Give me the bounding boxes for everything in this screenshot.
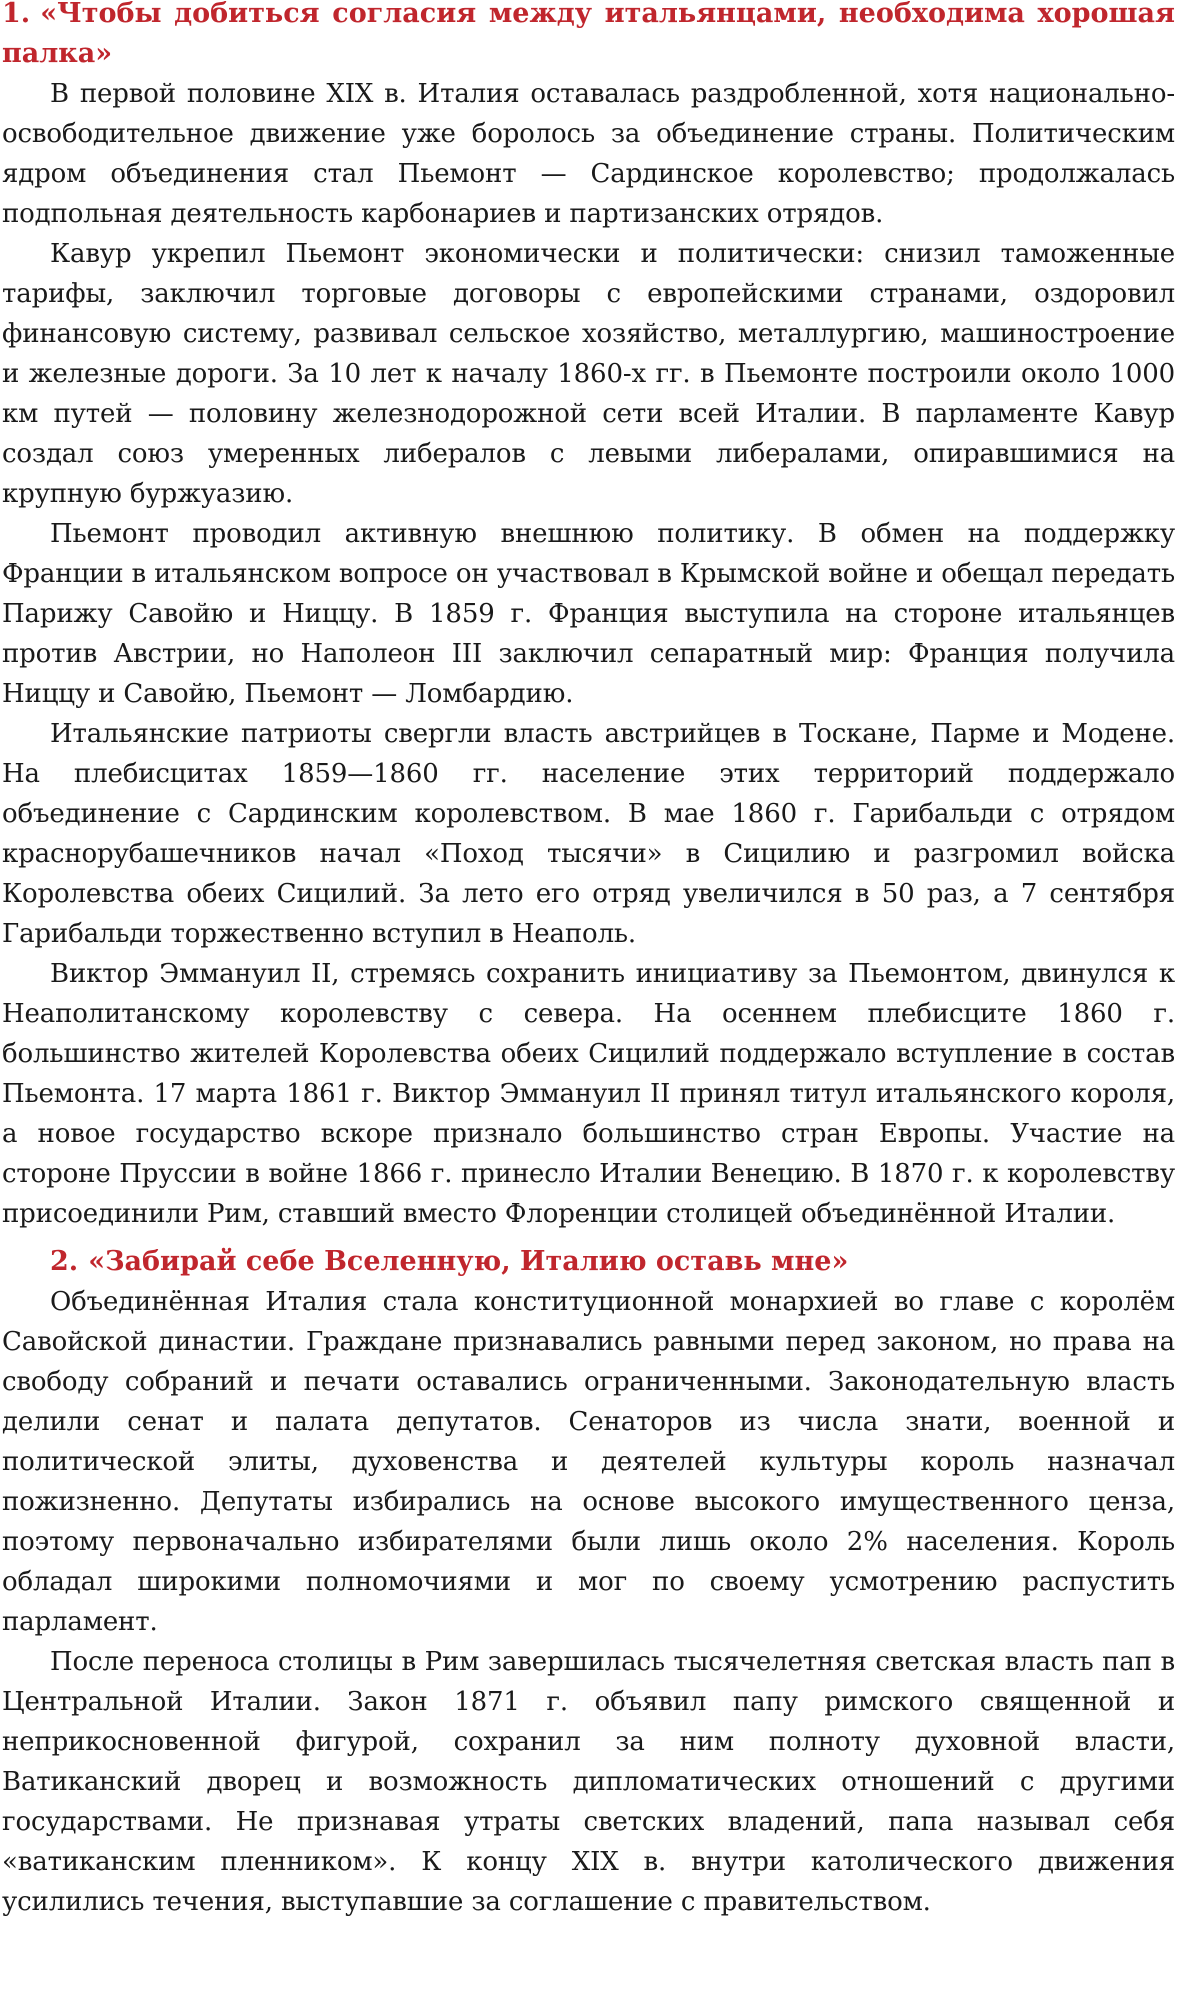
paragraph: Итальянские патриоты свергли власть австрийцев в Тоскане, Парме и Модене. На плебисцитах 1859—1860 гг. население этих территорий поддержало объединение с Сардинским королевством. В мае 1860 г. Гарибальди с отрядом краснорубашечников начал «Поход тысячи» в Сицилию и разгромил войска Королевства обеих Сицилий. За лето его отряд увеличился в 50 раз, а 7 сентября Гарибальди торжественно вступил в Неаполь. xyxy=(2,719,1175,949)
paragraph: Кавур укрепил Пьемонт экономически и политически: снизил таможенные тарифы, заключил торговые договоры с европейскими странами, оздоровил финансовую систему, развивал сельское хозяйство, металлургию, машиностроение и железные дороги. За 10 лет к началу 1860-х гг. в Пьемонте построили около 1000 км путей — половину железнодорожной сети всей Италии. В парламенте Кавур создал союз умеренных либералов с левыми либералами, опиравшимися на крупную буржуазию. xyxy=(2,239,1175,509)
section-heading xyxy=(2,0,1175,74)
section-1 xyxy=(2,0,1175,1234)
section-title: «Забирай себе Вселенную, Италию оставь мне» xyxy=(88,1246,849,1277)
paragraph: Виктор Эммануил II, стремясь сохранить инициативу за Пьемонтом, двинулся к Неаполитанскому королевству с севера. На осеннем плебисците 1860 г. большинство жителей Королевства обеих Сицилий поддержало вступление в состав Пьемонта. 17 марта 1861 г. Виктор Эммануил II принял титул итальянского короля, а новое государство вскоре признало большинство стран Европы. Участие на стороне Пруссии в войне 1866 г. принесло Италии Венецию. В 1870 г. к королевству присоединили Рим, ставший вместо Флоренции столицей объединённой Италии. xyxy=(2,959,1175,1229)
section-2 xyxy=(2,1242,1175,1922)
section-number: 1. xyxy=(2,0,31,29)
paragraph: После переноса столицы в Рим завершилась тысячелетняя светская власть пап в Центральной Италии. Закон 1871 г. объявил папу римского священной и неприкосновенной фигурой, сохранил за ним полноту духовной власти, Ватиканский дворец и возможность дипломатических отношений с другими государствами. Не признавая утраты светских владений, папа называл себя «ватиканским пленником». К концу XIX в. внутри католического движения усилились течения, выступавшие за соглашение с правительством. xyxy=(2,1647,1175,1917)
section-heading xyxy=(2,1242,1175,1282)
paragraph: В первой половине XIX в. Италия оставалась раздробленной, хотя национально-освободительное движение уже боролось за объединение страны. Политическим ядром объединения стал Пьемонт — Сардинское королевство; продолжалась подпольная деятельность карбонариев и партизанских отрядов. xyxy=(2,79,1175,229)
paragraph: Пьемонт проводил активную внешнюю политику. В обмен на поддержку Франции в итальянском вопросе он участвовал в Крымской войне и обещал передать Парижу Савойю и Ниццу. В 1859 г. Франция выступила на стороне итальянцев против Австрии, но Наполеон III заключил сепаратный мир: Франция получила Ниццу и Савойю, Пьемонт — Ломбардию. xyxy=(2,519,1175,709)
paragraph: Объединённая Италия стала конституционной монархией во главе с королём Савойской династии. Граждане признавались равными перед законом, но права на свободу собраний и печати оставались ограниченными. Законодательную власть делили сенат и палата депутатов. Сенаторов из числа знати, военной и политической элиты, духовенства и деятелей культуры король назначал пожизненно. Депутаты избирались на основе высокого имущественного ценза, поэтому первоначально избирателями были лишь около 2% населения. Король обладал широкими полномочиями и мог по своему усмотрению распустить парламент. xyxy=(2,1287,1175,1637)
section-title: «Чтобы добиться согласия между итальянцами, необходима хорошая палка» xyxy=(2,0,1175,69)
section-number: 2. xyxy=(50,1246,79,1277)
